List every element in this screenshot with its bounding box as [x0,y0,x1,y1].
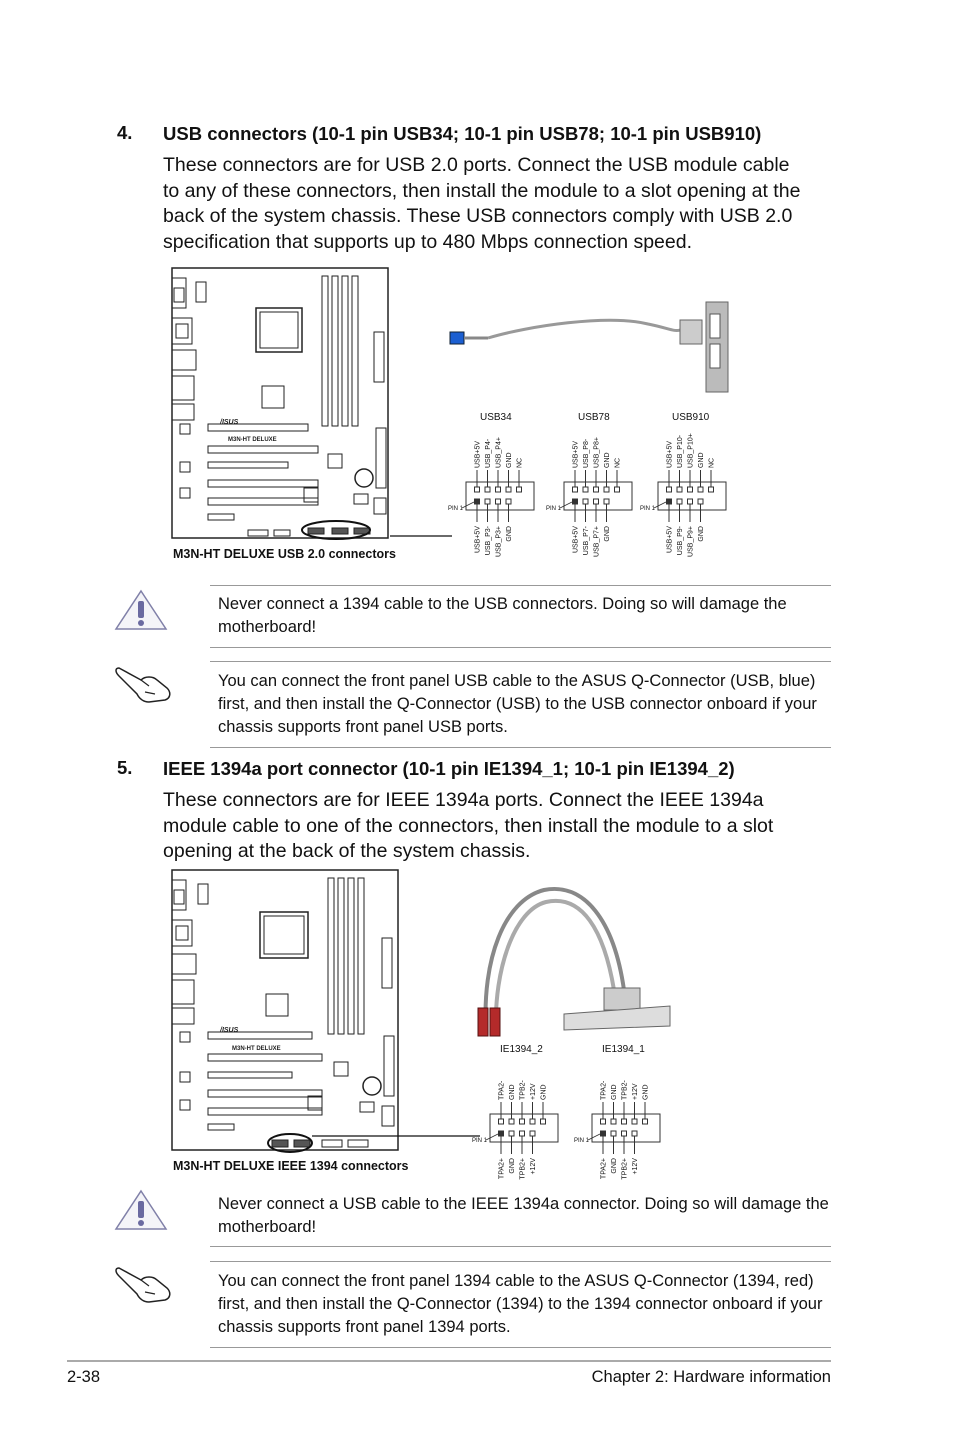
body-line: back of the system chassis. These USB connectors comply with USB 2.0 [163,205,793,227]
pin1-label: PIN 1 [546,506,562,512]
pin [520,1119,525,1124]
usb-cable-illustration [448,296,738,396]
pin-label: TPB2+ [621,1158,629,1180]
pin-label: NC [614,457,622,468]
connector-name: IE1394_2 [500,1044,543,1055]
pointing-hand-icon [115,1258,179,1306]
pin-label: GND [540,1084,548,1100]
pin-label: USB+5V [666,526,674,554]
pin-label: USB_P3+ [495,526,503,557]
body-line: These connectors are for USB 2.0 ports. Connect the USB module cable [163,154,790,176]
body-line: These connectors are for IEEE 1394a ports. Connect the IEEE 1394a [163,789,764,811]
warning-triangle-icon [113,588,169,632]
connector-name: IE1394_1 [602,1044,645,1055]
pin-label: +12V [530,1083,537,1100]
pin [485,499,490,504]
pin [604,499,609,504]
pin [506,499,511,504]
connector-name: USB34 [480,412,512,423]
pin [573,499,578,504]
pin [506,487,511,492]
divider [210,1261,831,1262]
page-number: 2-38 [67,1368,101,1386]
pin [583,499,588,504]
pin-header-outline [466,482,534,510]
pin [632,1131,637,1136]
pin-label: TPA2+ [498,1158,506,1180]
pin [541,1119,546,1124]
pin [601,1119,606,1124]
pin [698,487,703,492]
pin [594,487,599,492]
pin-label: GND [698,526,705,542]
pin-label: GND [611,1158,618,1174]
pin [573,487,578,492]
motherboard-diagram-1394 [168,868,400,1154]
pin-label: GND [604,452,611,468]
pin [709,487,714,492]
pin [611,1119,616,1124]
pin1-label: PIN 1 [472,1138,488,1144]
divider [210,1347,831,1348]
footer-rule [67,1360,831,1362]
pin-label: TPA2- [600,1080,608,1100]
pin [611,1131,616,1136]
pin-label: GND [642,1084,650,1100]
pin-label: USB_P3- [485,526,492,556]
pin [643,1119,648,1124]
pin-label: TPB2+ [519,1158,527,1180]
pin-label: TPB2- [519,1080,527,1100]
pin-header-diagram [642,410,762,560]
pin-label: USB_P4+ [495,437,503,468]
chapter-title: Chapter 2: Hardware information [591,1368,831,1386]
pin [496,499,501,504]
pin1-label: PIN 1 [574,1138,590,1144]
section-5-body [163,788,813,865]
section-4-number: 4. [117,122,133,143]
pin [688,487,693,492]
pin-label: USB_P9+ [687,526,695,557]
connector-name: USB78 [578,412,610,423]
pin-label: USB_P8- [583,438,590,468]
pin-label: GND [509,1158,516,1174]
pin [688,499,693,504]
motherboard-diagram-usb [168,266,392,544]
board-label: M3N-HT DELUXE [228,437,277,443]
pin [583,487,588,492]
pin-label: USB_P8+ [593,437,601,468]
section-5-title: IEEE 1394a port connector (10-1 pin IE1394_1; 10-1 pin IE1394_2) [163,758,735,779]
pin-label: GND [698,452,705,468]
ieee1394-cable-illustration [474,880,674,1040]
warning-note-2: Never connect a USB cable to the IEEE 1394a connector. Doing so will damage the motherboard! [218,1195,829,1236]
pin-label: USB+5V [572,440,580,468]
pin [594,499,599,504]
pin [632,1119,637,1124]
pin [485,487,490,492]
pin [667,487,672,492]
body-line: opening at the back of the system chassis. [163,840,531,862]
pin-label: USB+5V [474,440,482,468]
pin-header-outline [490,1114,558,1142]
pin-header-outline [592,1114,660,1142]
pin [499,1119,504,1124]
pin-label: +12V [530,1158,537,1175]
pin1-label: PIN 1 [448,506,464,512]
pin-label: TPB2- [621,1080,629,1100]
pin-label: USB+5V [474,526,482,554]
pin-label: NC [708,457,716,468]
pin-label: GND [604,526,611,542]
body-line: module cable to one of the connectors, then install the module to a slot [163,814,774,837]
pin [530,1131,535,1136]
pin-header-diagram [576,1042,696,1192]
pin [667,499,672,504]
pin [509,1131,514,1136]
pin [601,1131,606,1136]
asus-logo: /ISUS [220,419,239,426]
pin-header-outline [564,482,632,510]
pin-label: USB+5V [666,440,674,468]
pin-label: TPA2- [498,1080,506,1100]
section-4-title: USB connectors (10-1 pin USB34; 10-1 pin USB78; 10-1 pin USB910) [163,123,762,144]
callout-arrow [312,1134,488,1146]
pin1-label: PIN 1 [640,506,656,512]
pin [499,1131,504,1136]
section-5-number: 5. [117,757,133,778]
section-4-body [163,153,813,255]
pin-label: GND [506,452,513,468]
pin [615,487,620,492]
pin-label: USB_P7+ [593,526,601,557]
info-note-1: You can connect the front panel USB cable to the ASUS Q-Connector (USB, blue) first, and then install the Q-Connector (USB) to the USB connector onboard if your chassis supports front panel USB ports. [218,672,817,736]
info-note-2: You can connect the front panel 1394 cable to the ASUS Q-Connector (1394, red) first, and then install the Q-Connector (1394) to the 1394 connector onboard if your chassis supports front panel 1394 ports. [218,1272,823,1336]
pin [622,1131,627,1136]
pin [517,487,522,492]
pin [604,487,609,492]
pin [496,487,501,492]
pin-label: NC [516,457,524,468]
divider [210,661,831,662]
pin-label: +12V [632,1158,639,1175]
body-line: specification that supports up to 480 Mbps connection speed. [163,230,693,253]
pin-label: USB_P7- [583,526,590,556]
pin [509,1119,514,1124]
pin-label: USB_P10+ [687,433,695,468]
warning-note-1: Never connect a 1394 cable to the USB connectors. Doing so will damage the motherboard! [218,595,787,636]
pin-label: TPA2+ [600,1158,608,1180]
body-line: to any of these connectors, then install the module to a slot opening at the [163,179,801,202]
warning-triangle-icon [113,1188,169,1232]
divider [210,747,831,748]
divider [210,585,831,586]
pin-label: GND [506,526,513,542]
pin [530,1119,535,1124]
pointing-hand-icon [115,658,179,706]
pin [475,487,480,492]
pin-header-outline [658,482,726,510]
figure-caption-usb: M3N-HT DELUXE USB 2.0 connectors [173,547,396,561]
pin [698,499,703,504]
pin-label: GND [509,1084,516,1100]
connector-name: USB910 [672,412,710,423]
figure-caption-1394: M3N-HT DELUXE IEEE 1394 connectors [173,1159,409,1173]
asus-logo: /ISUS [220,1027,239,1034]
board-label: M3N-HT DELUXE [232,1046,281,1052]
pin-label: USB+5V [572,526,580,554]
divider [210,647,831,648]
pin-label: USB_P4- [485,438,492,468]
pin-label: GND [611,1084,618,1100]
divider [210,1246,831,1247]
pin [520,1131,525,1136]
pin-label: +12V [632,1083,639,1100]
pin-label: USB_P9- [677,526,684,556]
pin [622,1119,627,1124]
pin [677,499,682,504]
pin-label: USB_P10- [677,434,684,468]
pin [677,487,682,492]
pin [475,499,480,504]
